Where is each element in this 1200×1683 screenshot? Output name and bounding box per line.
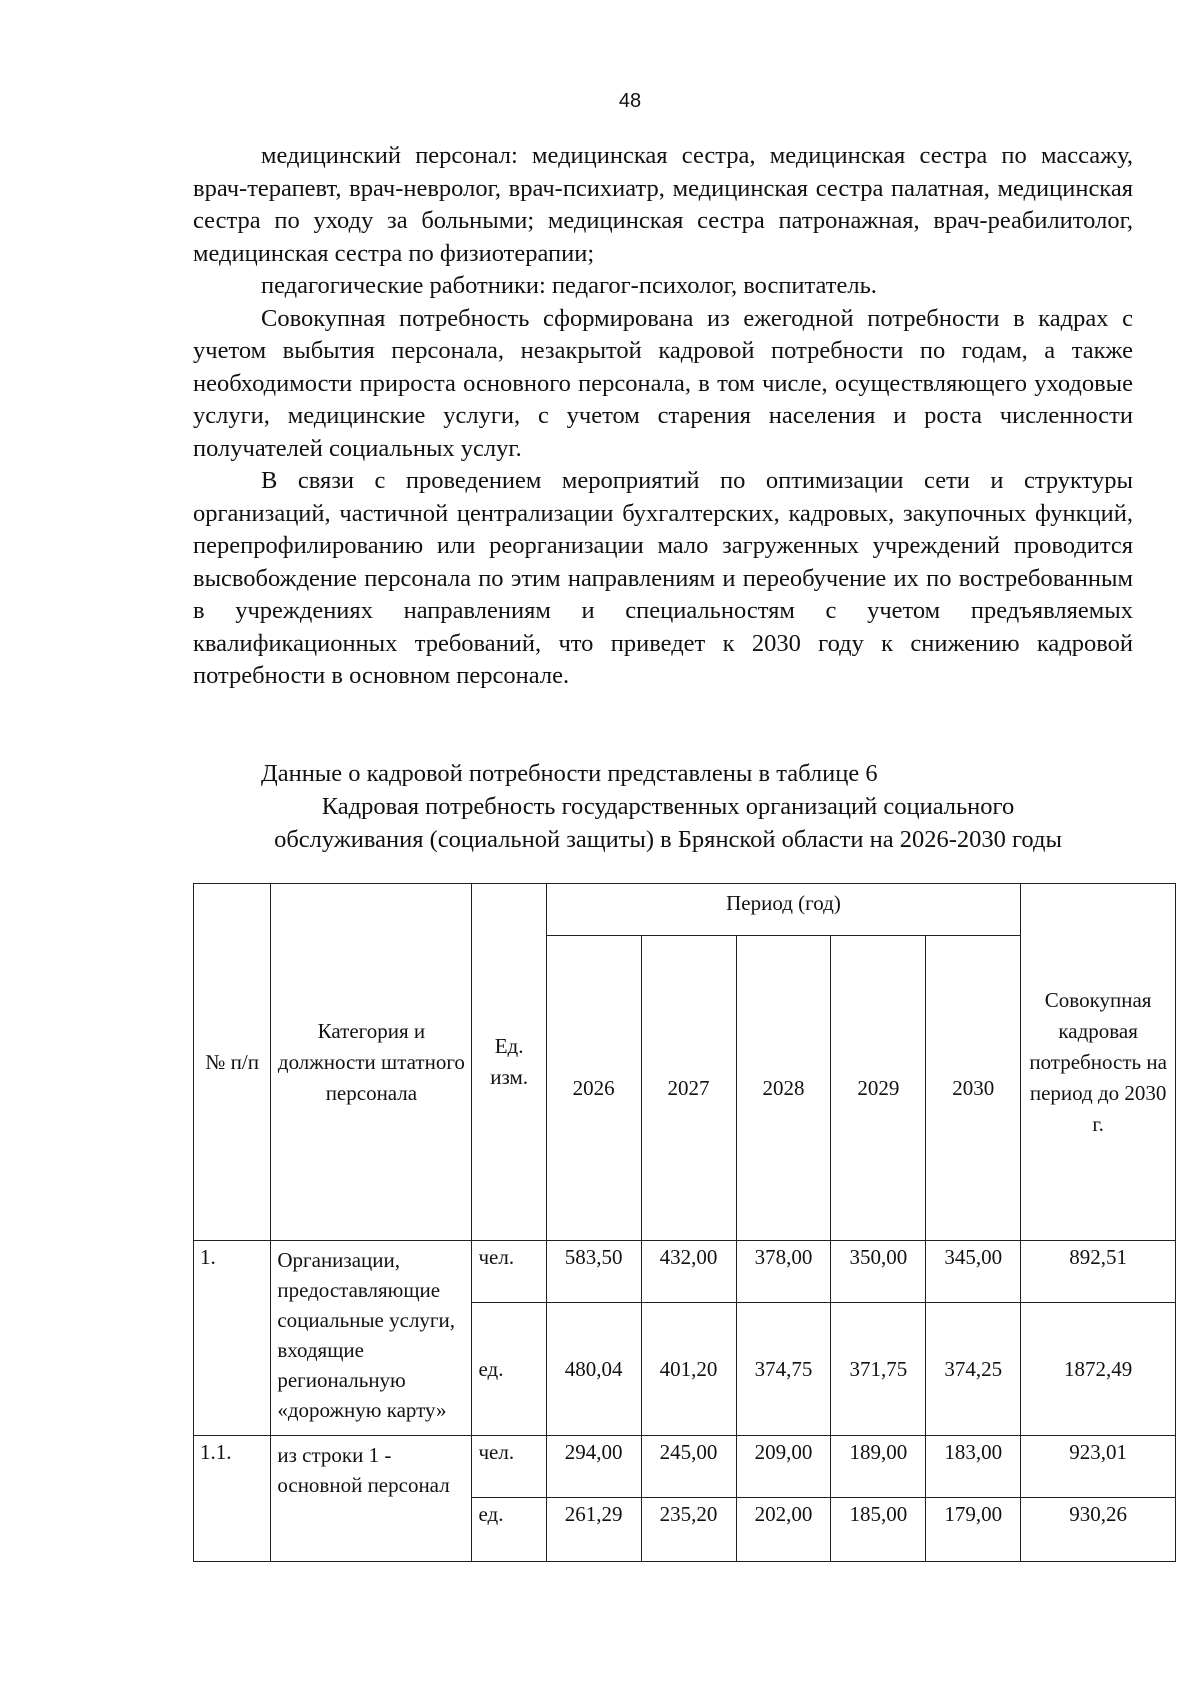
paragraph-medical-staff: медицинский персонал: медицинская сестра, медицинская сестра по массажу, врач-терапевт, врач-невролог, врач-психиатр, медицинская сестра палатная, медицинская сестра по уходу за больными; медицинская сестра патронажная, врач-реабилитолог, медицинская сестра по физиотерапии; <box>193 142 1133 267</box>
row-number: 1. <box>194 1241 271 1436</box>
header-category: Категория и должности штатного персонала <box>271 884 472 1241</box>
cell-value: 185,00 <box>831 1498 926 1562</box>
table-row <box>194 1241 1176 1303</box>
cell-value: 189,00 <box>831 1436 926 1498</box>
cell-total: 930,26 <box>1021 1498 1176 1562</box>
row-number: 1.1. <box>194 1436 271 1562</box>
cell-value: 209,00 <box>736 1436 831 1498</box>
cell-value: 374,75 <box>736 1303 831 1436</box>
header-year: 2029 <box>831 936 926 1241</box>
table-title-line-2: обслуживания (социальной защиты) в Брянской области на 2026-2030 годы <box>274 826 1062 853</box>
cell-total: 1872,49 <box>1021 1303 1176 1436</box>
cell-value: 378,00 <box>736 1241 831 1303</box>
row-unit: чел. <box>472 1241 546 1303</box>
paragraph-total-demand: Совокупная потребность сформирована из ежегодной потребности в кадрах с учетом выбытия персонала, незакрытой кадровой потребности по годам, а также необходимости прироста основного персонала, в том числе, осуществляющего уходовые услуги, медицинские услуги, с учетом старения населения и роста численности получателей социальных услуг. <box>193 304 1133 462</box>
page-number: 48 <box>618 90 642 112</box>
cell-value: 583,50 <box>546 1241 641 1303</box>
cell-value: 371,75 <box>831 1303 926 1436</box>
cell-value: 294,00 <box>546 1436 641 1498</box>
cell-total: 892,51 <box>1021 1241 1176 1303</box>
header-year: 2028 <box>736 936 831 1241</box>
cell-value: 401,20 <box>641 1303 736 1436</box>
header-unit: Ед. изм. <box>472 884 546 1241</box>
header-period: Период (год) <box>546 884 1021 936</box>
table-title-line-1: Кадровая потребность государственных организаций социального <box>321 793 1015 820</box>
cell-value: 374,25 <box>926 1303 1021 1436</box>
row-unit: ед. <box>472 1498 546 1562</box>
cell-value: 480,04 <box>546 1303 641 1436</box>
staffing-table <box>193 883 1176 1562</box>
header-num: № п/п <box>194 884 271 1241</box>
cell-value: 245,00 <box>641 1436 736 1498</box>
cell-value: 261,29 <box>546 1498 641 1562</box>
header-year: 2026 <box>546 936 641 1241</box>
header-total: Совокупная кадровая потребность на период до 2030 г. <box>1021 884 1176 1241</box>
cell-value: 432,00 <box>641 1241 736 1303</box>
cell-value: 350,00 <box>831 1241 926 1303</box>
row-category: из строки 1 - основной персонал <box>271 1436 472 1562</box>
cell-value: 183,00 <box>926 1436 1021 1498</box>
cell-value: 345,00 <box>926 1241 1021 1303</box>
table-intro: Данные о кадровой потребности представлены в таблице 6 <box>261 760 878 787</box>
header-year: 2027 <box>641 936 736 1241</box>
row-unit: чел. <box>472 1436 546 1498</box>
cell-value: 202,00 <box>736 1498 831 1562</box>
cell-total: 923,01 <box>1021 1436 1176 1498</box>
paragraph-optimization: В связи с проведением мероприятий по оптимизации сети и структуры организаций, частичной централизации бухгалтерских, кадровых, закупочных функций, перепрофилированию или реорганизации мало загруженных учреждений проводится высвобождение персонала по этим направлениям и переобучение их по востребованным в учреждениях направлениям и специальностям с учетом предъявляемых квалификационных требований, что приведет к 2030 году к снижению кадровой потребности в основном персонале. <box>193 467 1133 689</box>
paragraph-pedagogical-staff: педагогические работники: педагог-психолог, воспитатель. <box>261 272 877 299</box>
cell-value: 235,20 <box>641 1498 736 1562</box>
cell-value: 179,00 <box>926 1498 1021 1562</box>
header-year: 2030 <box>926 936 1021 1241</box>
table-row <box>194 1436 1176 1498</box>
body-text <box>193 140 1133 693</box>
row-category: Организации, предоставляющие социальные услуги, входящие региональную «дорожную карту» <box>271 1241 472 1436</box>
row-unit: ед. <box>472 1303 546 1436</box>
table-caption <box>193 757 1143 856</box>
